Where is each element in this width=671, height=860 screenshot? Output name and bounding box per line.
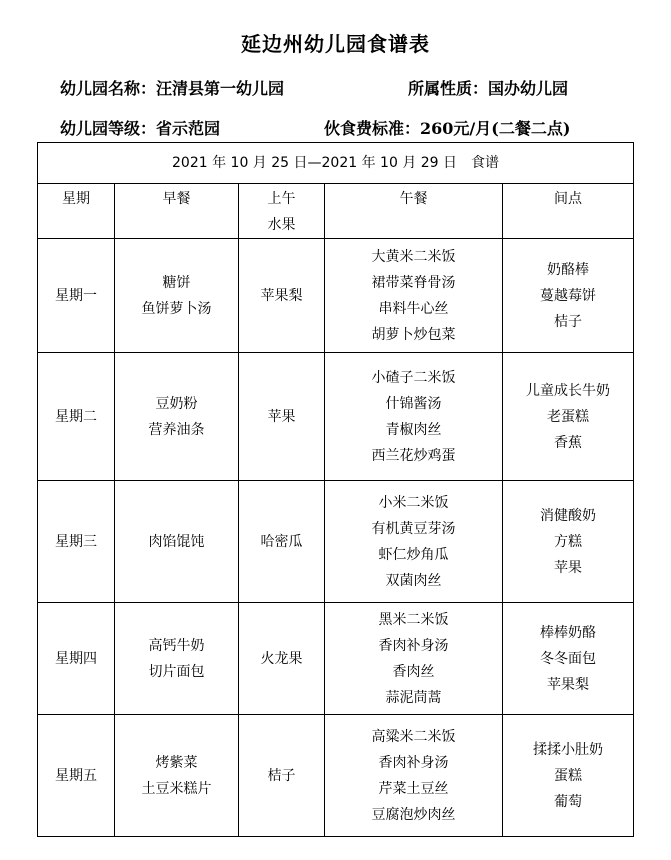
snack-cell-item: 桔子	[554, 313, 583, 330]
breakfast-cell-item: 糖饼	[162, 274, 191, 291]
snack-cell-item: 方糕	[554, 533, 583, 550]
snack-cell	[503, 603, 634, 715]
breakfast-cell-item: 烤紫菜	[155, 754, 198, 771]
lunch-cell	[325, 239, 503, 353]
breakfast-cell	[115, 481, 239, 603]
snack-cell	[503, 715, 634, 837]
lunch-cell-item: 什锦酱汤	[385, 395, 442, 412]
day-cell: 星期五	[38, 715, 115, 837]
header-snack: 间点	[503, 184, 634, 239]
week-range-row	[38, 143, 634, 184]
week-range: 2021 年 10 月 25 日—2021 年 10 月 29 日 食谱	[38, 143, 634, 184]
snack-cell-item: 冬冬面包	[540, 650, 597, 667]
menu-table	[37, 142, 634, 837]
breakfast-cell-item: 肉馅馄饨	[148, 533, 205, 550]
lunch-cell-item: 串料牛心丝	[378, 300, 449, 317]
fruit-cell: 桔子	[239, 715, 325, 837]
fruit-cell: 苹果梨	[239, 239, 325, 353]
header-fruit	[239, 184, 325, 239]
fruit-cell: 火龙果	[239, 603, 325, 715]
lunch-cell	[325, 481, 503, 603]
day-cell: 星期二	[38, 353, 115, 481]
breakfast-cell-item: 豆奶粉	[155, 395, 198, 412]
breakfast-cell-item: 土豆米糕片	[141, 780, 212, 797]
snack-cell	[503, 353, 634, 481]
snack-cell-item: 老蛋糕	[547, 408, 590, 425]
snack-cell-item: 揉揉小肚奶	[533, 741, 604, 758]
day-cell: 星期三	[38, 481, 115, 603]
snack-cell-item: 香蕉	[554, 434, 583, 451]
kindergarten-grade: 幼儿园等级：省示范园	[60, 119, 221, 138]
day-cell: 星期一	[38, 239, 115, 353]
menu-row	[38, 603, 634, 715]
snack-cell-item: 棒棒奶酪	[540, 624, 597, 641]
header-breakfast: 早餐	[115, 184, 239, 239]
menu-row	[38, 353, 634, 481]
breakfast-cell-item: 鱼饼萝卜汤	[141, 300, 212, 317]
lunch-cell	[325, 353, 503, 481]
menu-row	[38, 239, 634, 353]
lunch-cell-item: 双菌肉丝	[385, 572, 442, 589]
lunch-cell-item: 小米二米饭	[378, 494, 449, 511]
lunch-cell-item: 香肉补身汤	[378, 754, 449, 771]
lunch-cell-item: 蒜泥茼蒿	[385, 689, 442, 706]
menu-body	[38, 239, 634, 837]
lunch-cell-item: 虾仁炒角瓜	[378, 546, 449, 563]
menu-row	[38, 481, 634, 603]
snack-cell-item: 奶酪棒	[547, 261, 590, 278]
lunch-cell-item: 小碴子二米饭	[371, 369, 456, 386]
snack-cell-item: 苹果	[554, 559, 583, 576]
lunch-cell-item: 芹菜土豆丝	[378, 780, 449, 797]
header-fruit-line: 上午	[267, 191, 296, 207]
lunch-cell-item: 大黄米二米饭	[371, 248, 456, 265]
header-day: 星期	[38, 184, 115, 239]
lunch-cell-item: 香肉补身汤	[378, 637, 449, 654]
snack-cell-item: 苹果梨	[547, 676, 590, 693]
snack-cell-item: 葡萄	[554, 793, 583, 810]
page-title: 延边州幼儿园食谱表	[241, 32, 430, 56]
snack-cell-item: 蛋糕	[554, 767, 583, 784]
snack-cell	[503, 481, 634, 603]
lunch-cell	[325, 603, 503, 715]
snack-cell-item: 儿童成长牛奶	[526, 382, 611, 399]
lunch-cell-item: 裙带菜脊骨汤	[371, 274, 456, 291]
breakfast-cell	[115, 603, 239, 715]
fruit-cell: 哈密瓜	[239, 481, 325, 603]
snack-cell-item: 消健酸奶	[540, 507, 597, 524]
kindergarten-nature: 所属性质：国办幼儿园	[408, 79, 569, 98]
lunch-cell-item: 香肉丝	[392, 663, 435, 680]
lunch-cell-item: 西兰花炒鸡蛋	[371, 447, 456, 464]
snack-cell-item: 蔓越莓饼	[540, 287, 597, 304]
kindergarten-name: 幼儿园名称：汪清县第一幼儿园	[60, 79, 285, 98]
header-row	[38, 184, 634, 239]
header-fruit-line: 水果	[267, 217, 296, 233]
breakfast-cell-item: 营养油条	[148, 421, 205, 438]
lunch-cell-item: 青椒肉丝	[385, 421, 442, 438]
breakfast-cell-item: 高钙牛奶	[148, 637, 205, 654]
lunch-cell	[325, 715, 503, 837]
lunch-cell-item: 高粱米二米饭	[371, 728, 456, 745]
meal-fee-standard: 伙食费标准：260元/月(二餐二点)	[324, 119, 571, 138]
menu-row	[38, 715, 634, 837]
snack-cell	[503, 239, 634, 353]
breakfast-cell	[115, 715, 239, 837]
lunch-cell-item: 胡萝卜炒包菜	[371, 326, 456, 343]
lunch-cell-item: 黑米二米饭	[378, 611, 449, 628]
header-lunch: 午餐	[325, 184, 503, 239]
breakfast-cell-item: 切片面包	[148, 663, 205, 680]
lunch-cell-item: 豆腐泡炒肉丝	[371, 806, 456, 823]
lunch-cell-item: 有机黄豆芽汤	[371, 520, 456, 537]
fruit-cell: 苹果	[239, 353, 325, 481]
day-cell: 星期四	[38, 603, 115, 715]
breakfast-cell	[115, 239, 239, 353]
breakfast-cell	[115, 353, 239, 481]
